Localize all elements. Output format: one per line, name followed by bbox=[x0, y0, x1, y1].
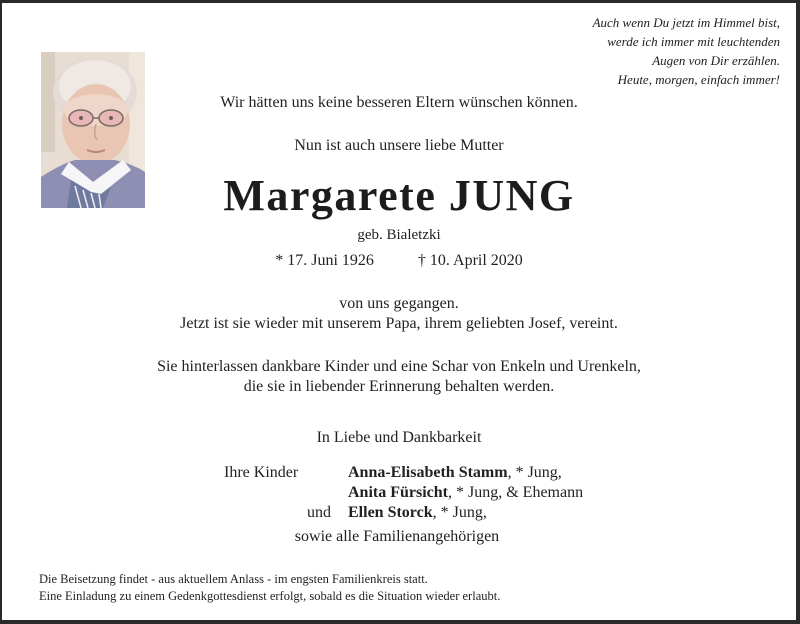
body-text-reunited: Jetzt ist sie wieder mit unserem Papa, ihrem geliebten Josef, vereint. bbox=[180, 315, 618, 332]
signers-list bbox=[2, 463, 796, 523]
and-label: und bbox=[307, 504, 331, 521]
obituary-notice bbox=[2, 3, 796, 620]
body-text-survivors-1: Sie hinterlassen dankbare Kinder und eine Schar von Enkeln und Urenkeln, bbox=[157, 358, 641, 375]
quote-line: Augen von Dir erzählen. bbox=[652, 53, 780, 68]
family-members-line: sowie alle Familienangehörigen bbox=[294, 528, 500, 545]
quote-line: Auch wenn Du jetzt im Himmel bist, bbox=[592, 15, 780, 30]
body-text-gone: von uns gegangen. bbox=[339, 295, 459, 312]
funeral-info bbox=[39, 571, 500, 605]
intro-line-2: Nun ist auch unsere liebe Mutter bbox=[294, 137, 504, 154]
funeral-info-line-1: Die Beisetzung findet - aus aktuellem Anlass - im engsten Familienkreis statt. bbox=[39, 572, 428, 586]
child-suffix: , * Jung, bbox=[507, 464, 562, 481]
birth-date: * 17. Juni 1926 bbox=[275, 252, 374, 269]
maiden-name: geb. Bialetzki bbox=[357, 227, 441, 243]
quote-line: werde ich immer mit leuchtenden bbox=[607, 34, 780, 49]
child-name: Anita Fürsicht bbox=[348, 484, 448, 501]
signer-row bbox=[2, 503, 796, 523]
life-dates bbox=[2, 252, 796, 270]
deceased-name: Margarete JUNG bbox=[223, 171, 575, 220]
body-text-survivors-2: die sie in liebender Erinnerung behalten werden. bbox=[243, 378, 555, 395]
signer-name bbox=[348, 503, 487, 523]
signer-name bbox=[348, 463, 562, 483]
child-suffix: , * Jung, bbox=[432, 504, 487, 521]
child-name: Ellen Storck bbox=[348, 504, 433, 521]
signer-name bbox=[348, 483, 583, 503]
intro-line-1: Wir hätten uns keine besseren Eltern wünschen können. bbox=[220, 94, 578, 111]
child-suffix: , * Jung, & Ehemann bbox=[448, 484, 584, 501]
closing-phrase: In Liebe und Dankbarkeit bbox=[316, 429, 482, 446]
signer-row bbox=[2, 463, 796, 483]
death-date: † 10. April 2020 bbox=[417, 252, 523, 269]
funeral-info-line-2: Eine Einladung zu einem Gedenkgottesdienst erfolgt, sobald es die Situation wieder erlaubt. bbox=[39, 589, 501, 603]
signer-row bbox=[2, 483, 796, 503]
children-label: Ihre Kinder bbox=[224, 464, 299, 481]
quote-line: Heute, morgen, einfach immer! bbox=[617, 72, 780, 87]
memorial-quote bbox=[593, 13, 780, 89]
child-name: Anna-Elisabeth Stamm bbox=[348, 464, 508, 481]
